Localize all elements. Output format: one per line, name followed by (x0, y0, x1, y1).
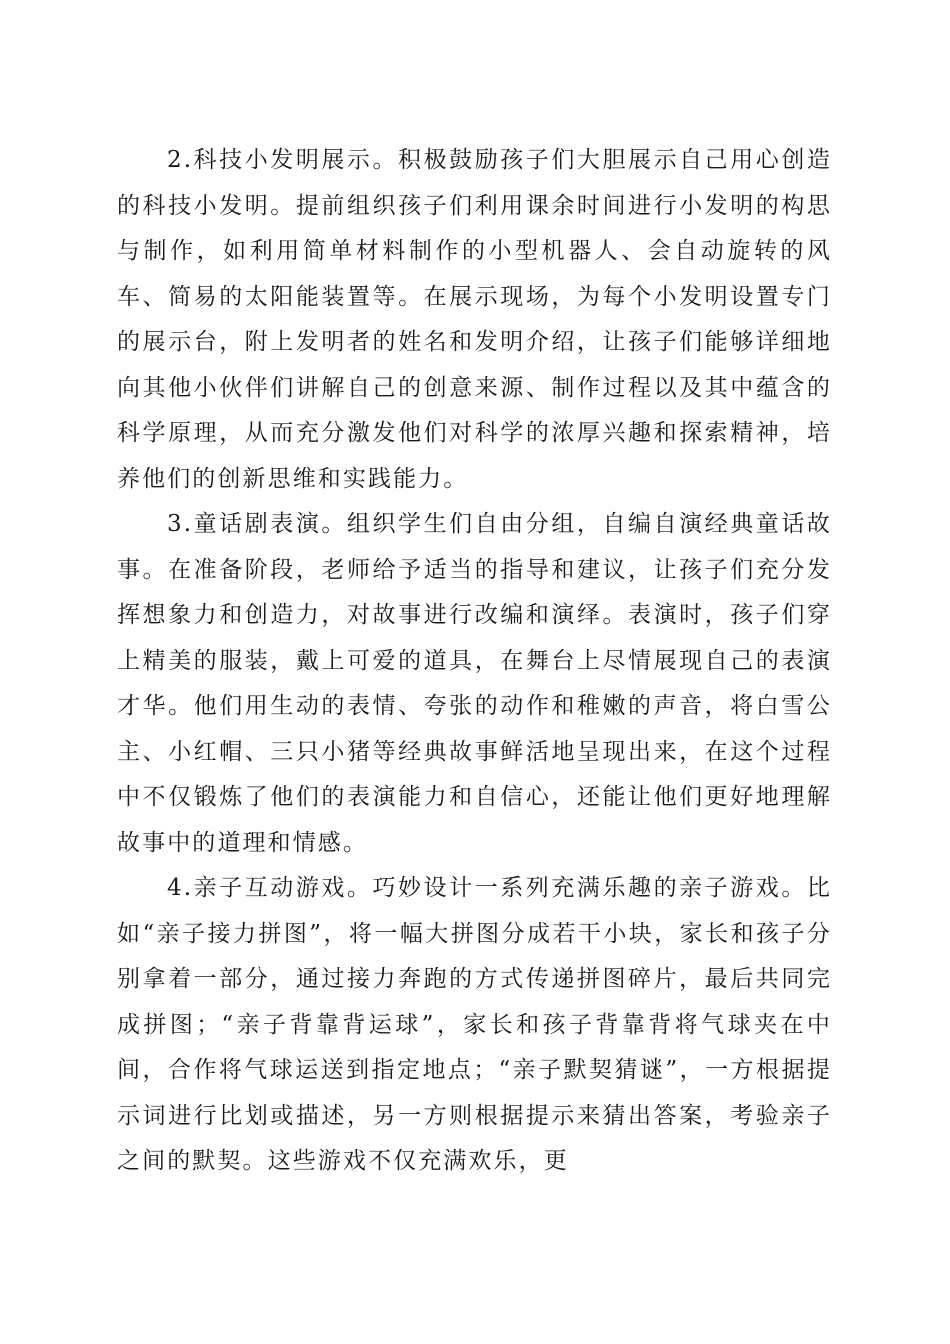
paragraph-fairy-tale-drama: 3.童话剧表演。组织学生们自由分组，自编自演经典童话故事。在准备阶段，老师给予适当的指导和建议，让孩子们充分发挥想象力和创造力，对故事进行改编和演绎。表演时，孩子们穿上精美的服装，戴上可爱的道具，在舞台上尽情展现自己的表演才华。他们用生动的表情、夸张的动作和稚嫩的声音，将白雪公主、小红帽、三只小猪等经典故事鲜活地呈现出来，在这个过程中不仅锻炼了他们的表演能力和自信心，还能让他们更好地理解故事中的道理和情感。 (117, 511, 832, 856)
paragraph-science-inventions: 2.科技小发明展示。积极鼓励孩子们大胆展示自己用心创造的科技小发明。提前组织孩子们利用课余时间进行小发明的构思与制作，如利用简单材料制作的小型机器人、会自动旋转的风车、简易的太阳能装置等。在展示现场，为每个小发明设置专门的展示台，附上发明者的姓名和发明介绍，让孩子们能够详细地向其他小伙伴们讲解自己的创意来源、制作过程以及其中蕴含的科学原理，从而充分激发他们对科学的浓厚兴趣和探索精神，培养他们的创新思维和实践能力。 (117, 147, 832, 492)
document-body (117, 138, 832, 1185)
paragraph-parent-child-games: 4.亲子互动游戏。巧妙设计一系列充满乐趣的亲子游戏。比如“亲子接力拼图”，将一幅大拼图分成若干小块，家长和孩子分别拿着一部分，通过接力奔跑的方式传递拼图碎片，最后共同完成拼图；“亲子背靠背运球”，家长和孩子背靠背将气球夹在中间，合作将气球运送到指定地点；“亲子默契猜谜”，一方根据提示词进行比划或描述，另一方则根据提示来猜出答案，考验亲子之间的默契。这些游戏不仅充满欢乐，更 (117, 875, 832, 1174)
